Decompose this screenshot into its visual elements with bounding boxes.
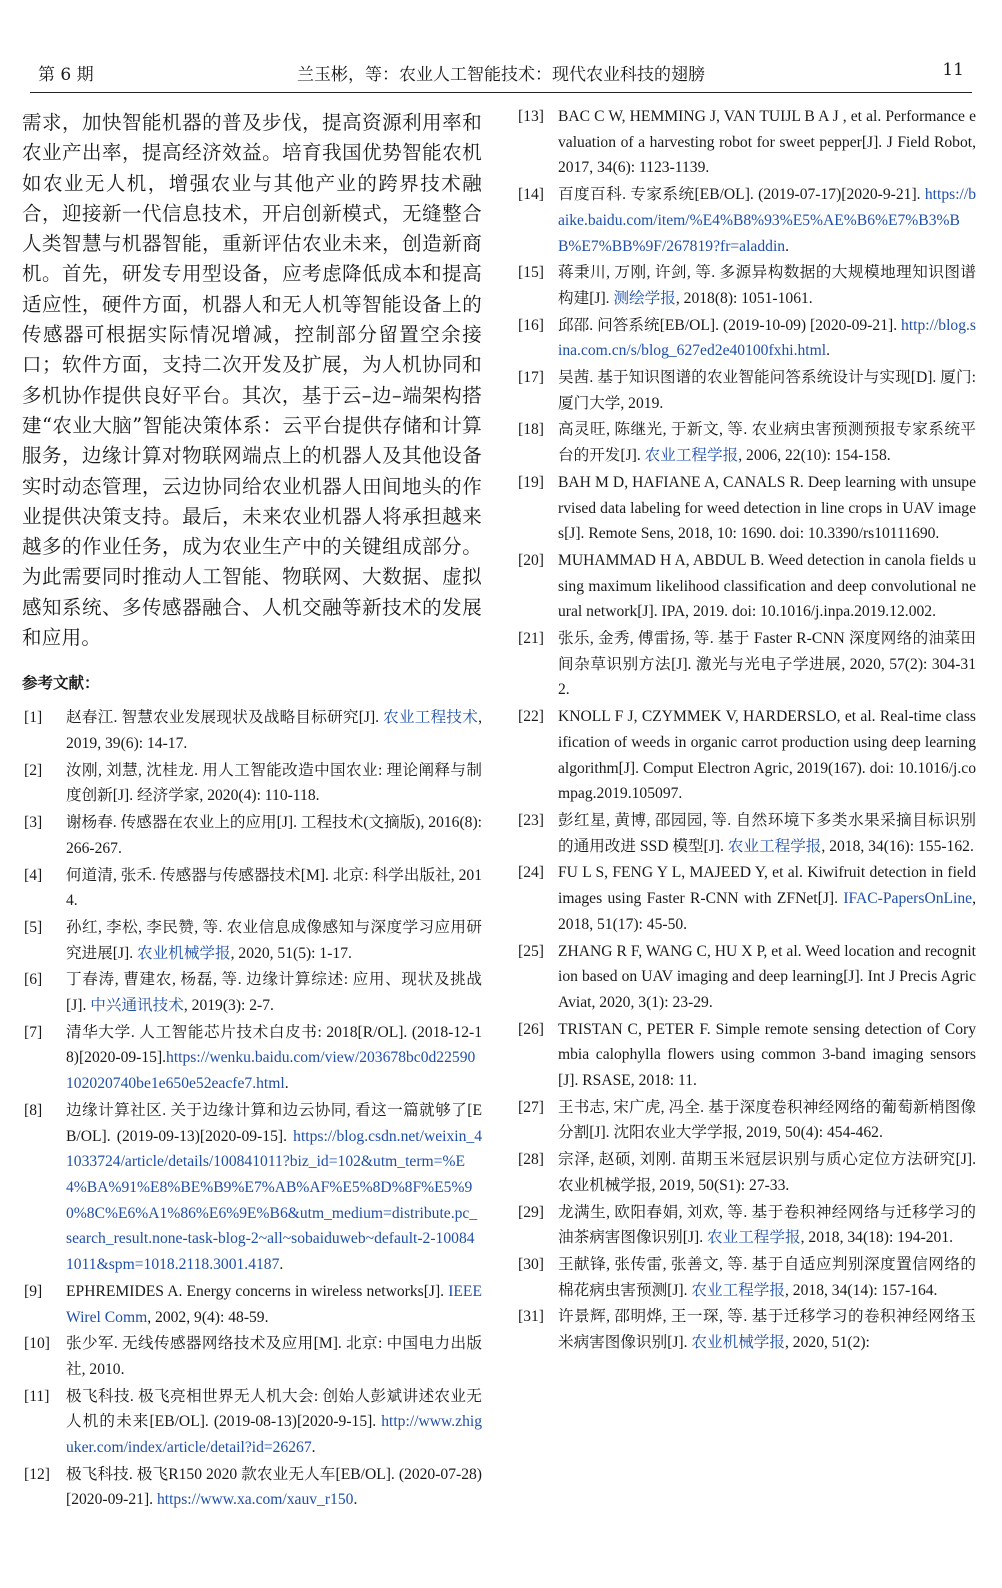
reference-tail: . (353, 1491, 358, 1509)
reference-text (66, 915, 482, 966)
reference-number: [23] (518, 811, 544, 829)
reference-number: [24] (518, 864, 544, 882)
reference-number: [5] (24, 918, 43, 936)
reference-citation: 高灵旺, 陈继光, 于新文, 等. 农业病虫害预测预报专家系统平台的开发[J]. (558, 421, 976, 465)
reference-entry (22, 705, 482, 756)
reference-text (558, 808, 976, 859)
reference-entry (22, 810, 482, 861)
reference-citation: BAH M D, HAFIANE A, CANALS R. Deep learning with unsupervised data labeling for weed detection in line crops in UAV images[J]. Remote Sens, 2018, 10: 1690. doi: 10.3390/rs10111690. (558, 473, 976, 543)
reference-number: [20] (518, 551, 544, 569)
reference-number: [31] (518, 1308, 544, 1326)
reference-text (558, 417, 976, 468)
reference-citation: 极飞科技. 极飞R150 2020 款农业无人车[EB/OL]. (2020-07-28)[2020-09-21]. (66, 1465, 482, 1509)
reference-text (558, 470, 976, 547)
reference-number: [26] (518, 1020, 544, 1038)
reference-text (66, 1098, 482, 1278)
reference-citation: 张乐, 金秀, 傅雷扬, 等. 基于 Faster R-CNN 深度网络的油菜田间杂草识别方法[J]. 激光与光电子学进展, 2020, 57(2): 304-312. (558, 630, 976, 699)
reference-number: [17] (518, 369, 544, 387)
reference-tail: . (279, 1256, 284, 1274)
reference-text (558, 704, 976, 807)
reference-citation: BAC C W, HEMMING J, VAN TUIJL B A J , et al. Performance evaluation of a harvesting robot for sweet pepper[J]. J Field Robot, 2017, 34(6): 1123-1139. (558, 108, 976, 177)
reference-citation: 蒋秉川, 万刚, 许剑, 等. 多源异构数据的大规模地理知识图谱构建[J]. (558, 264, 976, 307)
reference-number: [10] (24, 1335, 50, 1353)
reference-entry (516, 860, 976, 937)
reference-number: [22] (518, 708, 544, 726)
two-column-body (22, 104, 980, 1574)
reference-text (558, 313, 976, 364)
issue-label: 第 6 期 (38, 65, 94, 85)
reference-citation: 彭红星, 黄博, 邵园园, 等. 自然环境下多类水果采摘目标识别的通用改进 SSD 模型[J]. (558, 811, 976, 855)
reference-tail: , 2020, 51(5): 1-17. (230, 944, 352, 962)
reference-number: [6] (24, 971, 43, 989)
reference-text (66, 758, 482, 809)
reference-tail: , 2018, 34(16): 155-162. (821, 837, 974, 855)
reference-entry (516, 1252, 976, 1303)
reference-entry (516, 1017, 976, 1094)
reference-entry (22, 758, 482, 809)
reference-citation: FU L S, FENG Y L, MAJEED Y, et al. Kiwifruit detection in field images using Faster R-CNN with ZFNet[J]. (558, 864, 976, 908)
reference-entry (22, 1331, 482, 1382)
reference-entry (516, 1304, 976, 1355)
reference-citation: 邱邵. 问答系统[EB/OL]. (2019-10-09) [2020-09-21]. (558, 316, 902, 334)
reference-number: [29] (518, 1203, 544, 1221)
reference-entry (516, 417, 976, 468)
reference-citation: 边缘计算社区. 关于边缘计算和边云协同, 看这一篇就够了[EB/OL]. (2019-09-13)[2020-09-15]. (66, 1101, 482, 1145)
reference-tail: . (284, 1075, 289, 1093)
reference-text (558, 1095, 976, 1146)
reference-tail: , 2018, 34(14): 157-164. (785, 1281, 938, 1299)
reference-text (66, 1462, 482, 1513)
reference-tail: . (311, 1439, 316, 1457)
reference-entry (516, 260, 976, 311)
reference-link[interactable]: 农业工程学报 (691, 1281, 785, 1299)
reference-text (558, 1147, 976, 1198)
reference-tail: , 2019, 39(6): 14-17. (66, 709, 482, 753)
reference-text (66, 810, 482, 861)
reference-entry (516, 470, 976, 547)
reference-number: [7] (24, 1023, 43, 1041)
reference-citation: 宗泽, 赵硕, 刘刚. 苗期玉米冠层识别与质心定位方法研究[J]. 农业机械学报, 2019, 50(S1): 27-33. (558, 1151, 976, 1194)
reference-entry (516, 548, 976, 625)
reference-number: [4] (24, 866, 43, 884)
reference-link[interactable]: https://www.xa.com/xauv_r150 (156, 1491, 354, 1509)
reference-entry (22, 863, 482, 914)
reference-tail: , 2018(8): 1051-1061. (675, 289, 813, 307)
reference-entry (516, 104, 976, 181)
reference-tail: . (826, 342, 830, 360)
reference-citation: 极飞科技. 极飞亮相世界无人机大会: 创始人彭斌讲述农业无人机的未来[EB/OL]. (2019-08-13)[2020-9-15]. (66, 1387, 482, 1431)
reference-entry (516, 704, 976, 807)
reference-text (558, 1017, 976, 1094)
reference-entry (516, 626, 976, 703)
reference-text (66, 1331, 482, 1382)
reference-entry (516, 313, 976, 364)
left-column (22, 104, 482, 1514)
reference-tail: . (785, 237, 789, 255)
reference-link[interactable]: http://www.zhiguker.com/index/article/detail?id=26267 (66, 1413, 482, 1457)
reference-citation: 百度百科. 专家系统[EB/OL]. (2019-07-17)[2020-9-21]. (558, 186, 925, 204)
reference-text (66, 1384, 482, 1461)
reference-number: [18] (518, 421, 544, 439)
reference-list-left (22, 705, 482, 1513)
reference-entry (22, 1020, 482, 1097)
reference-text (558, 365, 976, 416)
reference-number: [13] (518, 108, 544, 125)
reference-entry (516, 1200, 976, 1251)
reference-citation: 赵春江. 智慧农业发展现状及战略目标研究[J]. (66, 709, 384, 727)
reference-entry (516, 182, 976, 259)
reference-number: [28] (518, 1151, 544, 1169)
reference-entry (22, 1462, 482, 1513)
reference-number: [30] (518, 1255, 544, 1273)
reference-number: [1] (24, 709, 43, 727)
reference-number: [14] (518, 186, 544, 204)
reference-text (558, 626, 976, 703)
reference-citation: 清华大学. 人工智能芯片技术白皮书: 2018[R/OL]. (2018-12-18)[2020-09-15]. (66, 1023, 482, 1067)
reference-link[interactable]: https://baike.baidu.com/item/%E4%B8%93%E5%AE%B6%E7%B3%BB%E7%BB%9F/267819?fr=aladdin (558, 186, 976, 255)
reference-link[interactable]: 农业工程学报 (707, 1229, 801, 1247)
reference-text (66, 1020, 482, 1097)
reference-link[interactable]: IFAC-PapersOnLine (843, 890, 973, 908)
reference-tail: , 2006, 22(10): 154-158. (738, 447, 891, 465)
reference-text (66, 705, 482, 756)
reference-link[interactable]: http://blog.sina.com.cn/s/blog_627ed2e40100fxhi.html (558, 316, 976, 360)
reference-number: [11] (24, 1387, 50, 1405)
reference-citation: 龙满生, 欧阳春娟, 刘欢, 等. 基于卷积神经网络与迁移学习的油茶病害图像识别[J]. (558, 1203, 976, 1247)
reference-number: [27] (518, 1098, 544, 1116)
reference-entry (516, 808, 976, 859)
reference-citation: ZHANG R F, WANG C, HU X P, et al. Weed location and recognition based on UAV imaging and deep learning[J]. Int J Precis Agric Aviat, 2020, 3(1): 23-29. (558, 942, 976, 1011)
reference-link[interactable]: https://blog.csdn.net/weixin_41033724/article/details/100841011?biz_id=102&utm_term=%E4%BA%91%E8%BE%B9%E7%AB%AF%E5%8D%8F%E5%90%8C%E6%A1%86%E6%9E%B6&utm_medium=distribute.pc_search_result.none-task-blog-2~all~sobaiduweb~default-2-100841011&spm=1018.2118.3001.4187 (66, 1127, 482, 1274)
reference-tail: , 2019(3): 2-7. (183, 997, 274, 1015)
reference-entry (22, 915, 482, 966)
reference-citation: 许景辉, 邵明烨, 王一琛, 等. 基于迁移学习的卷积神经网络玉米病害图像识别[J]. (558, 1308, 976, 1352)
reference-text (66, 863, 482, 914)
reference-citation: 王书志, 宋广虎, 冯全. 基于深度卷积神经网络的葡萄新梢图像分割[J]. 沈阳农业大学学报, 2019, 50(4): 454-462. (558, 1098, 976, 1142)
reference-text (558, 1252, 976, 1303)
reference-citation: KNOLL F J, CZYMMEK V, HARDERSLO, et al. Real-time classification of weeds in organic carrot production using deep learning algorithm[J]. Comput Electron Agric, 2019(167). doi: 10.1016/j.compag.2019.105097. (558, 708, 976, 803)
reference-citation: TRISTAN C, PETER F. Simple remote sensing detection of Corymbia calophylla flowers using common 3-band imaging sensors[J]. RSASE, 2018: 11. (558, 1020, 976, 1090)
reference-entry (516, 939, 976, 1016)
reference-text (558, 548, 976, 625)
reference-number: [16] (518, 316, 544, 334)
reference-entry (516, 1147, 976, 1198)
reference-tail: , 2018, 51(17): 45-50. (558, 890, 976, 933)
reference-number: [3] (24, 814, 43, 832)
reference-link[interactable]: IEEE Wirel Comm (66, 1282, 482, 1326)
reference-entry (22, 1279, 482, 1330)
body-paragraph: 需求，加快智能机器的普及步伐，提高资源利用率和农业产出率，提高经济效益。培育我国优势智能农机如农业无人机，增强农业与其他产业的跨界技术融合，迎接新一代信息技术，开启创新模式，无缝整合人类智慧与机器智能，重新评估农业未来，创造新商机。首先，研发专用型设备，应考虑降低成本和提高适应性，硬件方面，机器人和无人机等智能设备上的传感器可根据实际情况增减，控制部分留置空余接口；软件方面，支持二次开发及扩展，为人机协同和多机协作提供良好平台。其次，基于云–边–端架构搭建“农业大脑”智能决策体系：云平台提供存储和计算服务，边缘计算对物联网端点上的机器人及其他设备实时动态管理，云边协同给农业机器人田间地头的作业提供决策支持。最后，未来农业机器人将承担越来越多的作业任务，成为农业生产中的关键组成部分。为此需要同时推动人工智能、物联网、大数据、虚拟感知系统、多传感器融合、人机交融等新技术的发展和应用。 (22, 111, 482, 650)
reference-citation: MUHAMMAD H A, ABDUL B. Weed detection in canola fields using maximum likelihood classification and deep convolutional neural network[J]. IPA, 2019. doi: 10.1016/j.inpa.2019.12.002. (558, 551, 976, 621)
reference-citation: 孙红, 李松, 李民赞, 等. 农业信息成像感知与深度学习应用研究进展[J]. (66, 918, 482, 962)
reference-citation: 何道清, 张禾. 传感器与传感器技术[M]. 北京: 科学出版社, 2014. (66, 866, 482, 910)
reference-link[interactable]: 中兴通讯技术 (90, 997, 184, 1015)
reference-citation: EPHREMIDES A. Energy concerns in wireless networks[J]. (66, 1282, 449, 1300)
reference-citation: 张少军. 无线传感器网络技术及应用[M]. 北京: 中国电力出版社, 2010. (66, 1335, 482, 1378)
reference-tail: , 2020, 51(2): (785, 1334, 870, 1352)
reference-link[interactable]: 农业工程技术 (383, 709, 479, 727)
reference-text (558, 182, 976, 259)
references-heading: 参考文献： (22, 674, 100, 693)
reference-entry (516, 365, 976, 416)
right-column (516, 104, 976, 1357)
reference-link[interactable]: https://wenku.baidu.com/view/203678bc0d22590102020740be1e650e52eacfe7.html (66, 1049, 476, 1093)
reference-text (66, 1279, 482, 1330)
reference-entry (22, 1384, 482, 1461)
reference-text (558, 1304, 976, 1355)
reference-entry (22, 1098, 482, 1278)
reference-number: [8] (24, 1101, 43, 1119)
reference-text (558, 1200, 976, 1251)
reference-number: [21] (518, 630, 544, 648)
reference-link[interactable]: 农业工程学报 (727, 837, 822, 855)
reference-tail: , 2018, 34(18): 194-201. (800, 1229, 954, 1247)
reference-number: [25] (518, 942, 544, 960)
reference-number: [15] (518, 264, 544, 282)
reference-tail: , 2002, 9(4): 48-59. (147, 1308, 269, 1326)
reference-link[interactable]: 农业机械学报 (691, 1334, 785, 1352)
reference-link[interactable]: 测绘学报 (613, 289, 676, 307)
reference-citation: 丁春涛, 曹建农, 杨磊, 等. 边缘计算综述: 应用、现状及挑战[J]. (66, 971, 482, 1015)
reference-text (66, 967, 482, 1018)
reference-list-right (516, 104, 976, 1356)
reference-citation: 汝刚, 刘慧, 沈桂龙. 用人工智能改造中国农业: 理论阐释与制度创新[J]. 经济学家, 2020(4): 110-118. (66, 761, 482, 805)
page-number: 11 (942, 60, 964, 80)
reference-number: [2] (24, 761, 43, 779)
reference-number: [12] (24, 1465, 50, 1483)
reference-number: [9] (24, 1282, 43, 1300)
reference-citation: 吴茜. 基于知识图谱的农业智能问答系统设计与实现[D]. 厦门: 厦门大学, 2019. (558, 369, 976, 412)
reference-entry (22, 967, 482, 1018)
reference-link[interactable]: 农业工程学报 (644, 447, 739, 465)
running-header (30, 58, 972, 93)
reference-text (558, 939, 976, 1016)
reference-number: [19] (518, 473, 544, 491)
reference-text (558, 260, 976, 311)
reference-entry (516, 1095, 976, 1146)
running-title: 兰玉彬，等：农业人工智能技术：现代农业科技的翅膀 (297, 65, 705, 85)
reference-text (558, 104, 976, 181)
reference-citation: 王献锋, 张传雷, 张善文, 等. 基于自适应判别深度置信网络的棉花病虫害预测[J]. (558, 1255, 976, 1299)
reference-link[interactable]: 农业机械学报 (137, 944, 231, 962)
reference-citation: 谢杨春. 传感器在农业上的应用[J]. 工程技术(文摘版), 2016(8): 266-267. (66, 814, 482, 857)
reference-text (558, 860, 976, 937)
